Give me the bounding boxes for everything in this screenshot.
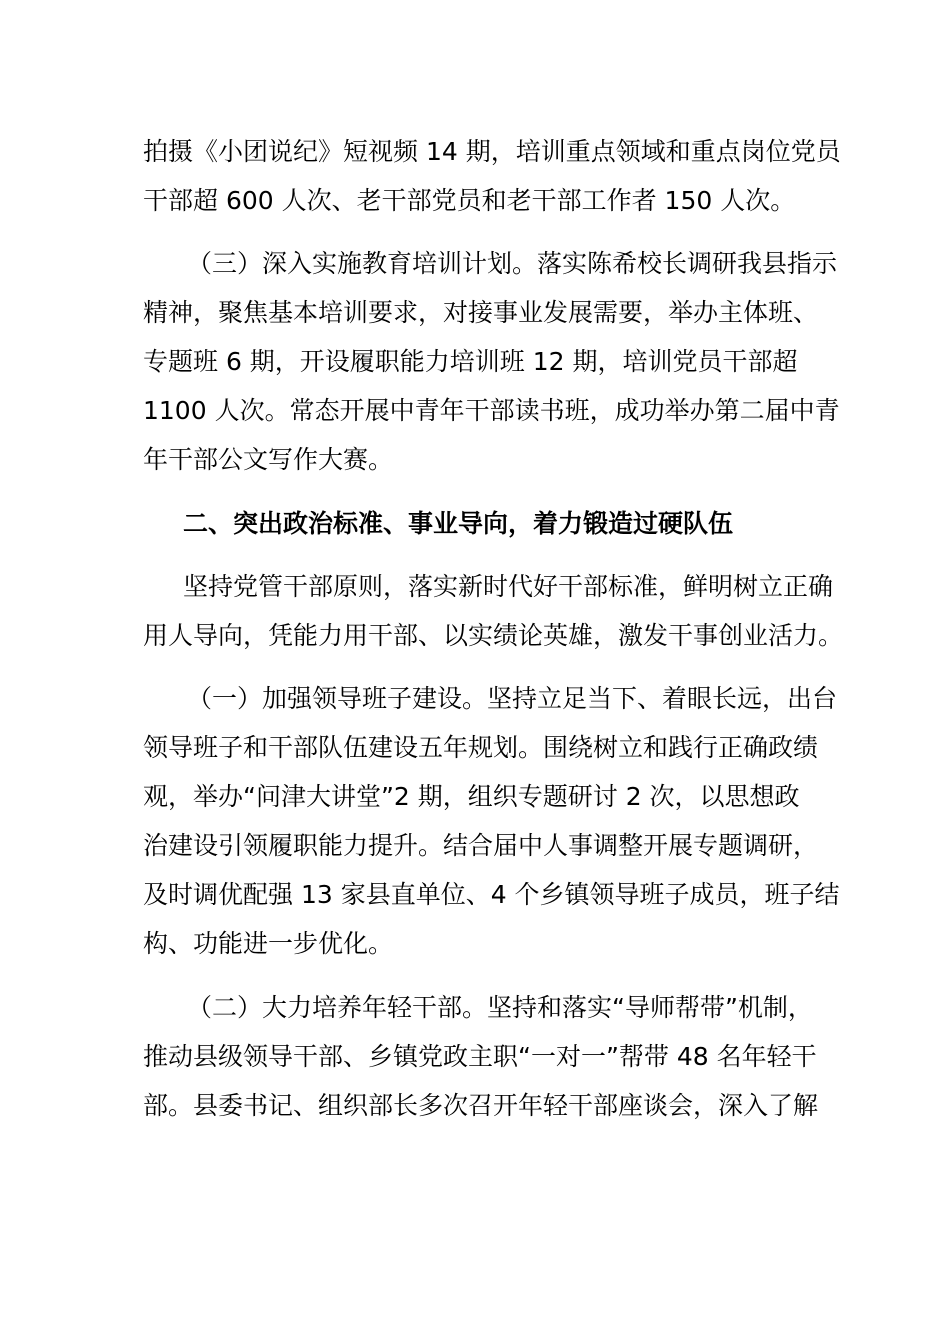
body-text-line: 领导班子和干部队伍建设五年规划。围绕树立和践行正确政绩 xyxy=(143,733,819,762)
body-text-line: 推动县级领导干部、乡镇党政主职“一对一”帮带 48 名年轻干 xyxy=(143,1042,817,1071)
body-text-line: 治建设引领履职能力提升。结合届中人事调整开展专题调研， xyxy=(143,831,819,860)
body-text-line: （三）深入实施教育培训计划。落实陈希校长调研我县指示 xyxy=(187,249,838,278)
body-text-line: 及时调优配强 13 家县直单位、4 个乡镇领导班子成员，班子结 xyxy=(143,880,840,909)
body-text-line: 拍摄《小团说纪》短视频 14 期，培训重点领域和重点岗位党员 xyxy=(143,137,841,166)
body-text-line: 干部超 600 人次、老干部党员和老干部工作者 150 人次。 xyxy=(143,186,796,215)
body-text-line: 观，举办“问津大讲堂”2 期，组织专题研讨 2 次，以思想政 xyxy=(143,782,800,811)
body-text-line: （一）加强领导班子建设。坚持立足当下、着眼长远，出台 xyxy=(187,684,838,713)
section-heading: 二、突出政治标准、事业导向，着力锻造过硬队伍 xyxy=(183,509,734,538)
body-text-line: 坚持党管干部原则，落实新时代好干部标准，鲜明树立正确 xyxy=(183,572,834,601)
body-text-line: 年干部公文写作大赛。 xyxy=(143,445,394,474)
body-text-line: 用人导向，凭能力用干部、以实绩论英雄，激发干事创业活力。 xyxy=(143,621,844,650)
body-text-line: （二）大力培养年轻干部。坚持和落实“导师帮带”机制， xyxy=(187,993,813,1022)
body-text-line: 构、功能进一步优化。 xyxy=(143,929,394,958)
body-text-line: 精神，聚焦基本培训要求，对接事业发展需要，举办主体班、 xyxy=(143,298,819,327)
body-text-line: 部。县委书记、组织部长多次召开年轻干部座谈会，深入了解 xyxy=(143,1091,819,1120)
body-text-line: 专题班 6 期，开设履职能力培训班 12 期，培训党员干部超 xyxy=(143,347,798,376)
body-text-line: 1100 人次。常态开展中青年干部读书班，成功举办第二届中青 xyxy=(143,396,840,425)
